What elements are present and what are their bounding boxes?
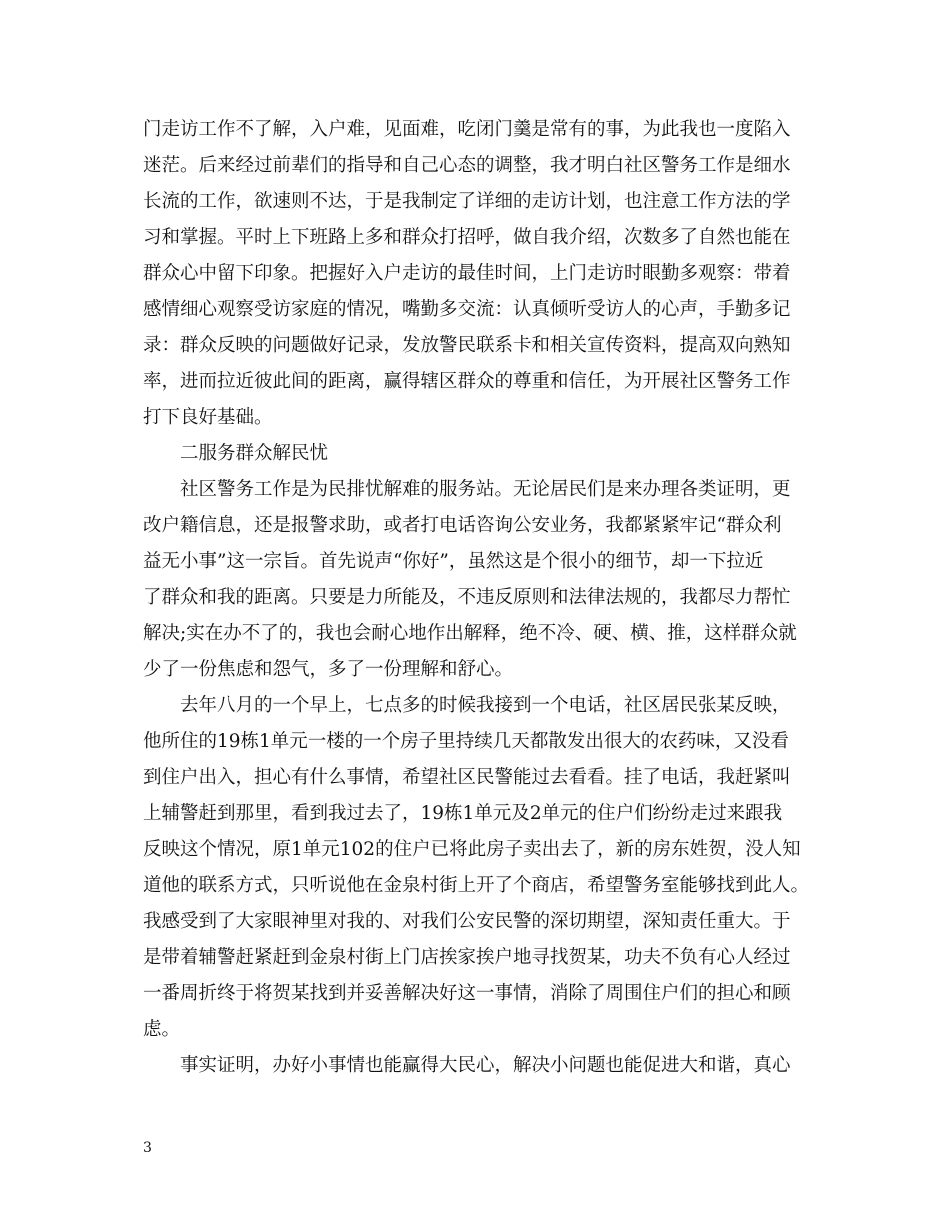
paragraph-line: 他所住的19栋1单元一楼的一个房子里持续几天都散发出很大的农药味，又没看	[143, 731, 789, 752]
paragraph-line: 门走访工作不了解，入户难，见面难，吃闭门羹是常有的事，为此我也一度陷入	[143, 119, 791, 140]
paragraph-line: 录：群众反映的问题做好记录，发放警民联系卡和相关宣传资料，提高双向熟知	[143, 335, 791, 356]
paragraph-line: 虑。	[143, 1019, 181, 1040]
paragraph-line: 我感受到了大家眼神里对我的、对我们公安民警的深切期望，深知责任重大。于	[143, 911, 791, 932]
paragraph-line: 率，进而拉近彼此间的距离，赢得辖区群众的尊重和信任，为开展社区警务工作	[143, 371, 791, 392]
paragraph-line: 一番周折终于将贺某找到并妥善解决好这一事情，消除了周围住户们的担心和顾	[143, 983, 791, 1004]
paragraph-line: 道他的联系方式，只听说他在金泉村街上开了个商店，希望警务室能够找到此人。	[143, 875, 810, 896]
paragraph-line: 打下良好基础。	[143, 407, 273, 428]
paragraph-line: 感情细心观察受访家庭的情况，嘴勤多交流：认真倾听受访人的心声，手勤多记	[143, 299, 791, 320]
paragraph-line: 社区警务工作是为民排忧解难的服务站。无论居民们是来办理各类证明，更	[180, 479, 791, 500]
paragraph-line: 事实证明，办好小事情也能赢得大民心，解决小问题也能促进大和谐，真心	[180, 1055, 791, 1076]
section-heading: 二服务群众解民忧	[180, 443, 329, 464]
paragraph-line: 去年八月的一个早上，七点多的时候我接到一个电话，社区居民张某反映，	[180, 695, 791, 716]
paragraph-line: 改户籍信息，还是报警求助，或者打电话咨询公安业务，我都紧紧牢记“群众利	[143, 515, 782, 536]
paragraph-line: 少了一份焦虑和怨气，多了一份理解和舒心。	[143, 659, 514, 680]
paragraph-line: 迷茫。后来经过前辈们的指导和自己心态的调整，我才明白社区警务工作是细水	[143, 155, 791, 176]
paragraph-line: 了群众和我的距离。只要是力所能及，不违反原则和法律法规的，我都尽力帮忙	[143, 587, 791, 608]
paragraph-line: 习和掌握。平时上下班路上多和群众打招呼，做自我介绍，次数多了自然也能在	[143, 227, 791, 248]
page-number: 3	[143, 1140, 152, 1156]
paragraph-line: 群众心中留下印象。把握好入户走访的最佳时间，上门走访时眼勤多观察：带着	[143, 263, 791, 284]
paragraph-line: 是带着辅警赶紧赶到金泉村街上门店挨家挨户地寻找贺某，功夫不负有心人经过	[143, 947, 791, 968]
paragraph-line: 长流的工作，欲速则不达，于是我制定了详细的走访计划，也注意工作方法的学	[143, 191, 791, 212]
paragraph-line: 益无小事”这一宗旨。首先说声“你好”，虽然这是个很小的细节，却一下拉近	[143, 551, 764, 572]
paragraph-line: 解决;实在办不了的，我也会耐心地作出解释，绝不冷、硬、横、推，这样群众就	[143, 623, 797, 644]
paragraph-line: 反映这个情况，原1单元102的住户已将此房子卖出去了，新的房东姓贺，没人知	[143, 839, 801, 860]
paragraph-line: 上辅警赶到那里，看到我过去了，19栋1单元及2单元的住户们纷纷走过来跟我	[143, 803, 783, 824]
paragraph-line: 到住户出入，担心有什么事情，希望社区民警能过去看看。挂了电话，我赶紧叫	[143, 767, 791, 788]
